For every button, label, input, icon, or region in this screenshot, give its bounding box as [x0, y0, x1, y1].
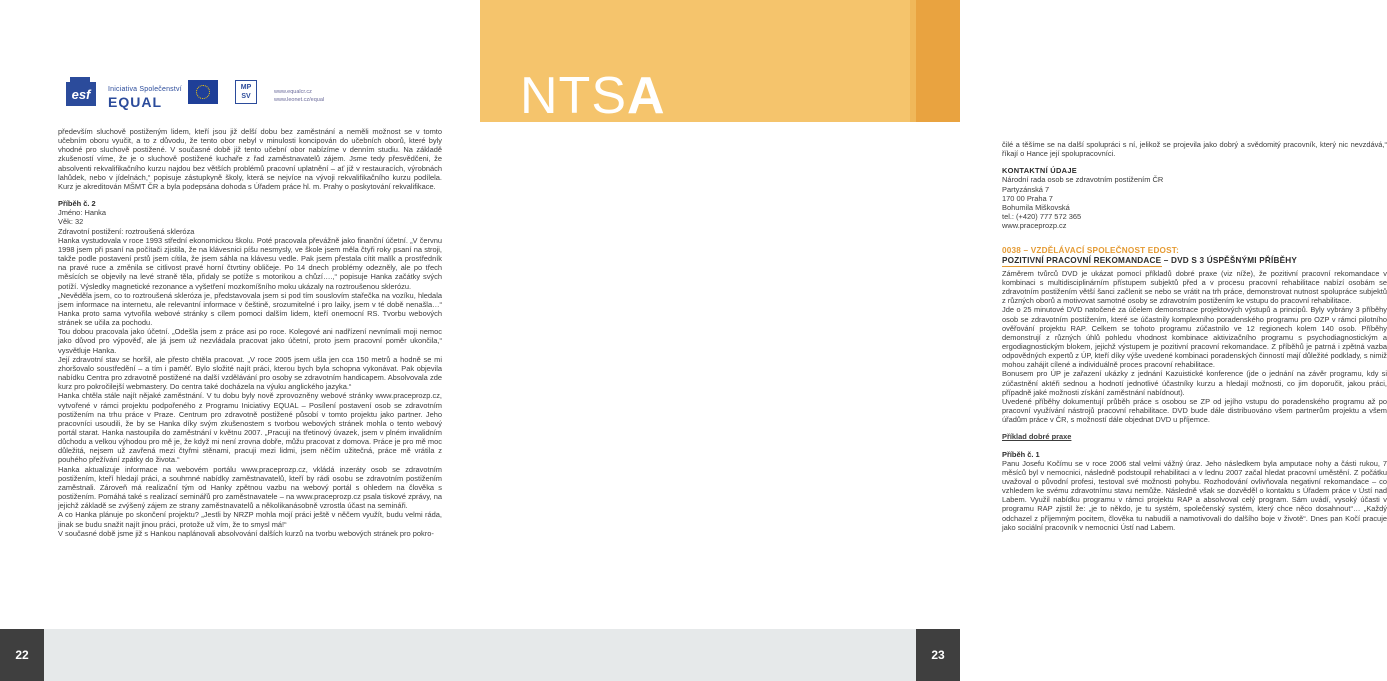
- section-title-dark: POZITIVNÍ PRACOVNÍ REKOMANDACE – DVD S 3 ÚSPĚŠNÝMI PŘÍBĚHY: [1002, 255, 1298, 265]
- ntsa-title-light: NTS: [520, 67, 627, 125]
- left-footer-band: [0, 629, 480, 681]
- contact-heading: KONTAKTNÍ ÚDAJE: [1002, 166, 1078, 176]
- left-page: [0, 0, 480, 681]
- left-text-column: [58, 127, 442, 538]
- right-paragraph-4: Bonusem pro ÚP je zařazení ukázky z jednání Kazuistické konference (jde o jednání na závěr programu, kdy si zúčastnění aktéři sednou a hodnotí jednotlivé účastníky kurzu a hledají možnosti, co jim doporučit, jakou práci, případně jaké možnosti získání zaměstnání nabídnout).: [1002, 369, 1387, 397]
- url-leonet[interactable]: www.leonet.cz/equal: [274, 97, 325, 103]
- ntsa-title-bold: A: [627, 67, 666, 125]
- mpsv-line1: MP: [240, 84, 252, 91]
- header-urls: [274, 88, 324, 104]
- left-paragraph-1: především sluchově postiženým lidem, kteří jsou již delší dobu bez zaměstnání a neměli možnost se v tomto učebním oboru vyučit, a to z důvodu, že tento obor nebyl v minulosti koncipován do učebních oborů, které byly vhodné pro sluchově postižené. V současné době již tento učební obor nabízíme v denním studiu. Na základě zkušeností víme, že je o sluchově postižené kuchaře z řad zaměstnavatelů zájem. Jsme tedy přesvědčeni, že absolventi rekvalifikačního kurzu najdou bez větších problémů pracovní uplatnění – ať již v restauracích, výrobnách lahůdek, nebo v jídelnách,“ popisuje zástupkyně školy, která se nejvíce na vývoji rekvalifikačního kurzu podílela. Kurz je akreditován MŠMT ČR a byla podepsána dohoda s Úřadem práce hl. m. Prahy o poskytování rekvalifikace.: [58, 127, 442, 191]
- story-2-name: Jméno: Hanka: [58, 208, 106, 218]
- right-text-column: [1002, 140, 1387, 532]
- ntsa-title: [520, 67, 666, 125]
- mpsv-logo: [235, 80, 257, 104]
- right-paragraph-6: Panu Josefu Kočímu se v roce 2006 stal velmi vážný úraz. Jeho následkem byla amputace nohy a části rukou, 7 měsíců byl v nemocnici, následně podstoupil rehabilitaci a v lednu 2007 začal hledat pracovní uměstění. Z počátku uvažoval o původní profesi, testoval své možnosti pohybu. Rozhodování ovlivňovala negativní rekomandace – co vzhledem ke svému zdravotnímu stavu nemůže. Následně však se dozvěděl o kontaktu s Úřadem práce v Ústí nad Labem. Využil nabídku programu v rámci projektu RAP a absolvoval celý program. Sám uvádí, vysoký účasti v programu RAP zjistil že: „je to někdo, je tu systém, společenský systém, který chce něco dosahnout“… „Každý odchazel z příjemným pocitem, člověka tu nabudili a namotivovali do dalšího boje v životě“. Dnes pan Kočí pracuje jako sociální pracovník v nemocnici Ústí nad Labem.: [1002, 458, 1387, 532]
- right-paragraph-2: Záměrem tvůrců DVD je ukázat pomocí příkladů dobré praxe (viz níže), že pozitivní pracovní rekomandace v kombinaci s multidisciplinárním přístupem subjektů před a v procesu pracovní rehabilitace nabízí osobám se zdravotním postižením větší šanci začlenit se nebo se vrátit na trh práce, demonstrovat nutnost spolupráce subjektů z různých oborů a motivovat samotné osoby se zdravotním postižením ke vstupu do pracovní rehabilitace.: [1002, 268, 1387, 306]
- ntsa-header-band: [480, 0, 1015, 135]
- equal-logo: EQUAL: [108, 94, 162, 110]
- left-paragraph-5: Její zdravotní stav se horšil, ale přesto chtěla pracovat. „V roce 2005 jsem ušla jen cca 150 metrů a hodně se mi zhoršovalo soustředění – a tím i paměť. Bylo složité najít práci, kterou bych byla schopna vykonávat. Pak objevila nabídku Centra pro zdravotně postižené na další vzdělávání pro osoby se zdravotním handicapem. Absolvovala zde kurz pro pokročilejší webmastery. Do centra také docházela na výuku anglického jazyka.“: [58, 354, 442, 392]
- page-number-left: 22: [0, 629, 44, 681]
- esf-logo: esf: [66, 82, 96, 106]
- good-practice-heading: Příklad dobré praxe: [1002, 432, 1072, 442]
- iniciativa-label: Iniciativa Společenství: [108, 86, 182, 93]
- left-paragraph-4: Tou dobou pracovala jako účetní. „Odešla jsem z práce asi po roce. Kolegové ani nadřízení nevnímali moji nemoc jako důvod pro výpověď, ale já jsem už nezvládala pracovat jako účetní, proto jsem pracovní poměr ukončila,“ vysvětluje Hanka.: [58, 327, 442, 355]
- story-2-heading: Příběh č. 2: [58, 199, 96, 209]
- right-paragraph-1: čilé a těšíme se na další spolupráci s ní, jelikož se projevila jako dobrý a svědomitý pracovník, který nic nevzdává,“ říkají o Hance její spolupracovníci.: [1002, 140, 1387, 159]
- eu-stars-icon: [196, 85, 210, 99]
- contact-line: 170 00 Praha 7: [1002, 193, 1053, 203]
- story-2-age: Věk: 32: [58, 217, 84, 227]
- left-paragraph-9: V současné době jsme již s Hankou naplánovali absolvování dalších kurzů na tvorbu webových stránek pro pokro-: [58, 528, 434, 538]
- left-paragraph-2: Hanka vystudovala v roce 1993 střední ekonomickou školu. Poté pracovala převážně jako finanční účetní. „V červnu 1998 jsem při psaní na počítači zjistila, že na klávesnici píšu nesmysly, ve škole jsem měla čtyři roky psaní na stroji, takže podle postavení prstů jsem cítila, že jsem sáhla na klávesu vedle. Pak jsem přestala cítit malík a prostředník na pravé ruce a změnila se citlivost pravé horní čtvrtiny obličeje. Po 14 dnech problémy odezněly, ale po třech měsících se objevily na levé straně těla, přidaly se potíže s motorikou a chůzí….,“ popisuje Hanka začátky svých potíží. Výsledky magnetické rezonance a vyšetření mozkomíšního moku ukázaly na roztroušenou sklerózu.: [58, 235, 442, 291]
- right-footer-band: [480, 629, 960, 681]
- story-2-disability: Zdravotní postižení: roztroušená skleróza: [58, 226, 195, 236]
- contact-line: Bohumila Miškovská: [1002, 202, 1070, 212]
- contact-phone: tel.: (+420) 777 572 365: [1002, 212, 1082, 222]
- title-divider: [1002, 266, 1162, 267]
- left-paragraph-6: Hanka chtěla stále najít nějaké zaměstnání. V tu dobu byly nově zprovozněny webové stránky www.praceprozp.cz, vytvořené v rámci projektu podpořeného z Programu Iniciativy EQUAL – Posílení postavení osob se zdravotním postižením na trhu práce v Praze. Centrum pro zdravotně postižené působí v tomto projektu jako partner. Jeho pracovníci usoudili, že by se Hanka díky svým zkušenostem s tvorbou webových stránek mohla o tento webový portál starat. Hanka nastoupila do zaměstnání v květnu 2007. „Pracuji na třetinový úvazek, jsem v plném invalidním důchodu a velkou výhodou pro mě je, že když mi není zrovna dobře, můžu pracovat z domova. Práce je pro mě moc důležitá, nejsem už zavřená mezi čtyřmi stěnami, pracuji mezi lidmi, jsem něčím užitečná, práce mě vrátila z pouhého přežívání zpátky do života.“: [58, 391, 442, 465]
- eu-flag-icon: [188, 80, 218, 104]
- contact-web-link[interactable]: www.praceprozp.cz: [1002, 221, 1067, 231]
- url-equalcr[interactable]: www.equalcr.cz: [274, 89, 312, 95]
- mpsv-line2: SV: [241, 93, 251, 100]
- right-paragraph-5: Uvedené příběhy dokumentují průběh práce s osobou se ZP od jejího vstupu do poradenského programu až po pracovní využívání nástrojů pracovní rehabilitace. DVD bude dále distribuováno všem partnerům projektu a všem úřadům práce v ČR, s možností dále objednat DVD u příjemce.: [1002, 396, 1387, 425]
- section-title-orange: 0038 – VZDĚLÁVACÍ SPOLEČNOST EDOST:: [1002, 246, 1180, 256]
- right-page: [480, 0, 1387, 681]
- logo-bar: [0, 0, 480, 122]
- story-1-heading: Příběh č. 1: [1002, 449, 1040, 459]
- left-paragraph-8: A co Hanka plánuje po skončení projektu? „Jestli by NRZP mohla mojí práci ještě v něčem využít, budu velmi ráda, jinak se budu snažit najít jinou práci, protože už vím, že to smysl má!“: [58, 510, 442, 529]
- contact-line: Partyzánská 7: [1002, 184, 1050, 194]
- page-number-right: 23: [916, 629, 960, 681]
- ntsa-side-strip: [916, 0, 1015, 135]
- ntsa-vertical-title: NTSA: [963, 12, 1015, 135]
- left-paragraph-3: „Nevěděla jsem, co to roztroušená skleróza je, představovala jsem si pod tím souslovím stařečka na vozíku, hledala jsem informace na internetu, ale relevantní informace v češtině, srozumitelné i pro laiky, jsem v té době nenašla…“ Hanka proto sama vytvořila webové stránky s cílem pomoci dalším lidem, kteří onemocní RS. Tvorbu webových stránek se učila za pochodu.: [58, 290, 442, 328]
- contact-line: Národní rada osob se zdravotním postižením ČR: [1002, 175, 1164, 185]
- right-paragraph-3: Jde o 25 minutové DVD natočené za účelem demonstrace projektových výstupů a principů. Byly vybrány 3 příběhy osob se zdravotním postižením, které se účastnily komplexního poradenského programu pro OZP v rámci pilotního ověřování projektu RAP. Celkem se tohoto programu zúčastnilo ve 12 regionech kolem 140 osob. Příběhy demonstrují z různých úhlů pohledu vhodnost kombinace aktivizačního programu s psychodiagnostickým a ergodiagnostickým blokem, jejichž výstupem je pozitivní pracovní rekomandace. Z příběhů je patrná i zpětná vazba odpovědných expertů z ÚP, kteří díky výše uvedené kombinaci poradenských činností mají důležité podklady, s nimiž mohou zahájit cílené a individuálně proces pracovní rehabilitace.: [1002, 305, 1387, 370]
- left-paragraph-7: Hanka aktualizuje informace na webovém portálu www.praceprozp.cz, vkládá inzeráty osob se zdravotním postižením, kteří hledají práci, a souhrnné nabídky zaměstnavatelů, kteří by rádi osobu se zdravotním postižením zaměstnali. Zároveň má realizační tým od Hanky zpětnou vazbu na webový portál s ohledem na člověka s postižením. Pomáhá také s realizací seminářů pro zaměstnavatele – na www.praceprozp.cz psala tiskové zprávy, na jejichž základě se zvýšený zájem ze strany zaměstnavatelů a několikanásobně vzrostla účast na semináři.: [58, 464, 442, 511]
